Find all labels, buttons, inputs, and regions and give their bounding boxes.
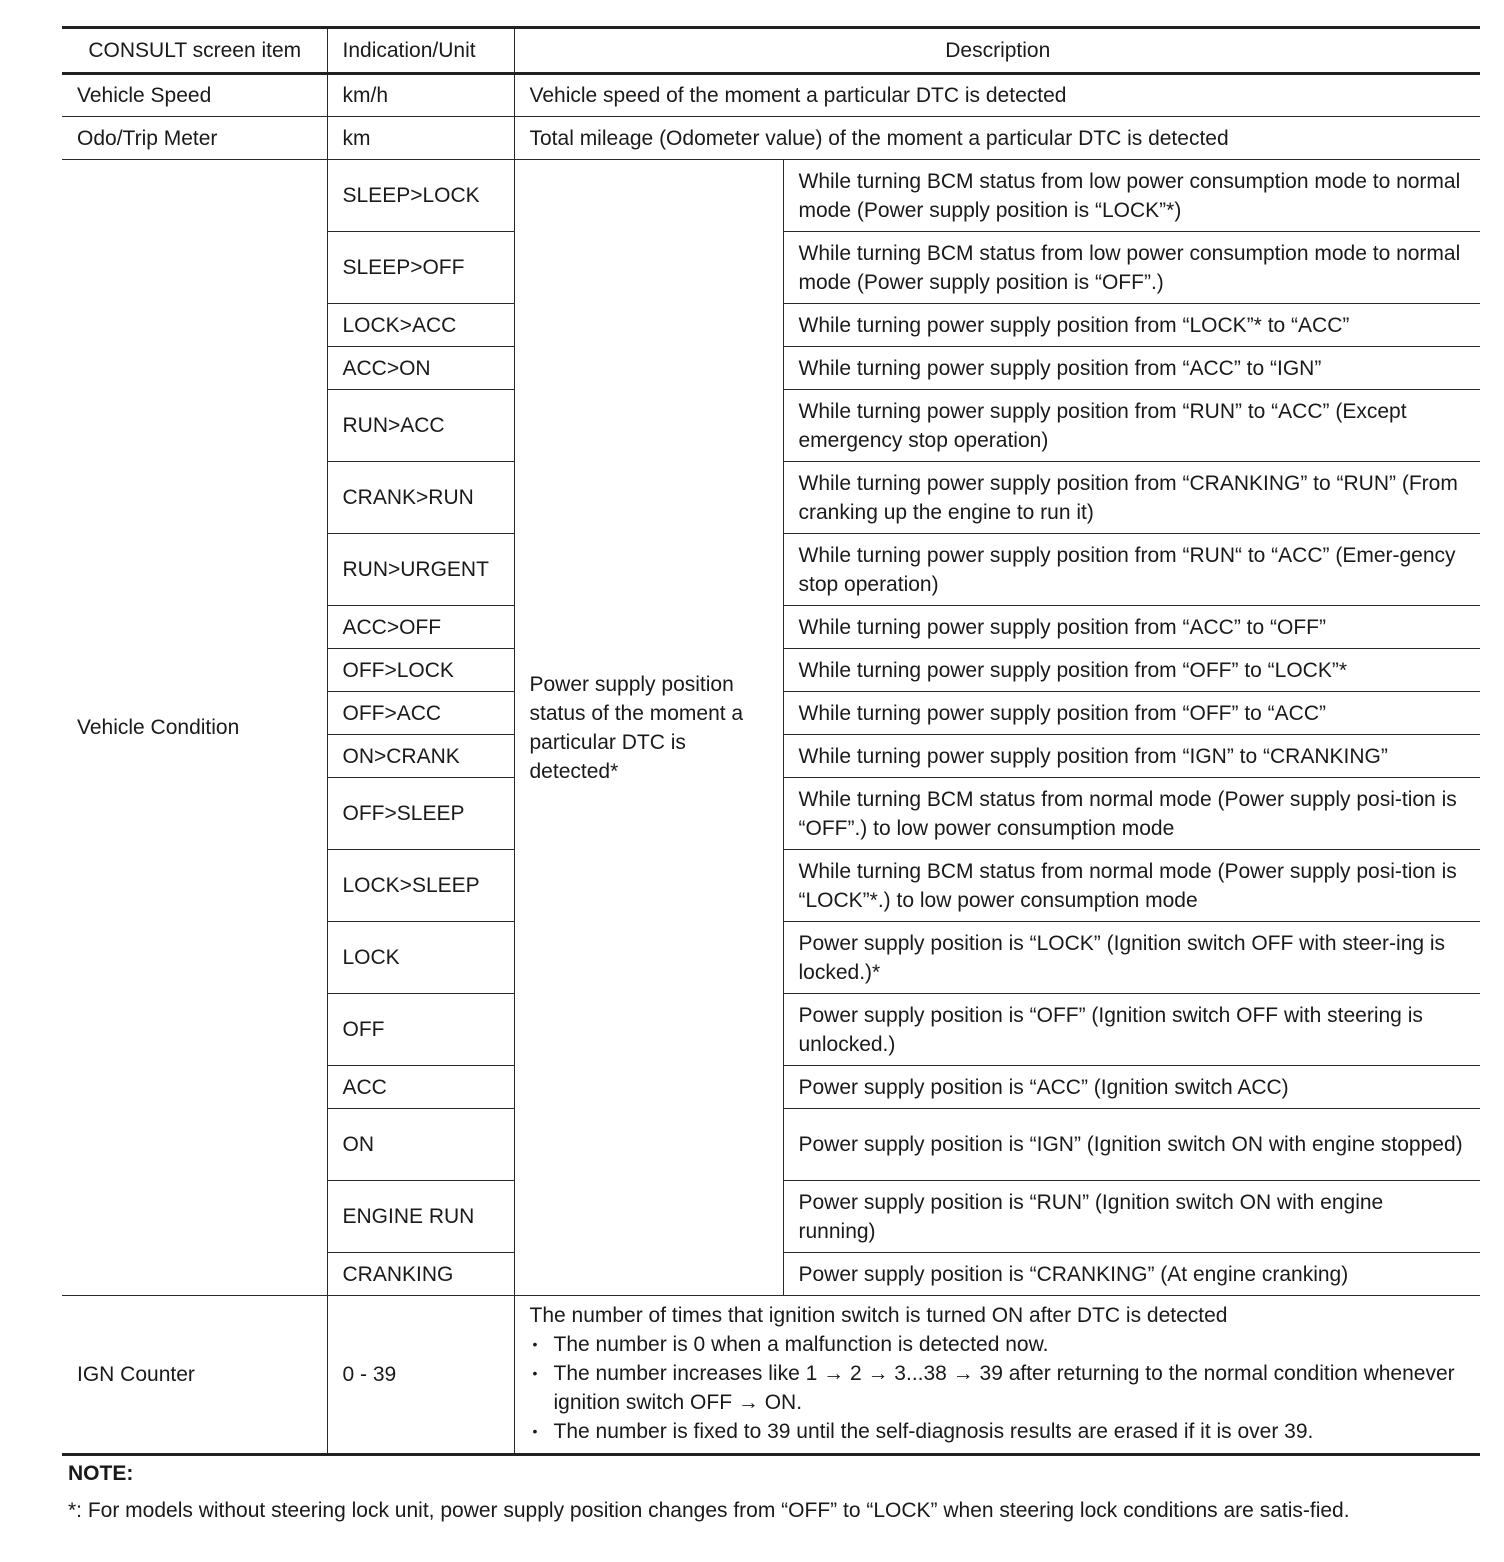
- condition-unit: OFF>SLEEP: [327, 778, 514, 850]
- list-item: • The number increases like 1 → 2 → 3...38 → 39 after returning to the normal condition whenever ignition switch OFF → ON.: [530, 1359, 1467, 1417]
- condition-description: While turning power supply position from “IGN” to “CRANKING”: [783, 735, 1480, 778]
- condition-unit: SLEEP>LOCK: [327, 160, 514, 232]
- condition-description: Power supply position is “RUN” (Ignition switch ON with engine running): [783, 1181, 1480, 1253]
- ign-counter-item: IGN Counter: [62, 1296, 327, 1455]
- condition-unit: RUN>URGENT: [327, 534, 514, 606]
- table-row: [62, 117, 1480, 160]
- list-item: • The number is fixed to 39 until the self-diagnosis results are erased if it is over 39.: [530, 1417, 1467, 1446]
- condition-unit: LOCK: [327, 922, 514, 994]
- condition-unit: LOCK>SLEEP: [327, 850, 514, 922]
- condition-unit: ON: [327, 1109, 514, 1181]
- condition-unit: SLEEP>OFF: [327, 232, 514, 304]
- condition-unit: CRANKING: [327, 1253, 514, 1296]
- vehicle-speed-unit: km/h: [327, 74, 514, 117]
- ign-counter-intro: The number of times that ignition switch is turned ON after DTC is detected: [529, 1304, 1228, 1327]
- condition-unit: LOCK>ACC: [327, 304, 514, 347]
- odo-trip-item: Odo/Trip Meter: [62, 117, 327, 160]
- condition-unit: OFF>LOCK: [327, 649, 514, 692]
- consult-data-table: [62, 26, 1480, 1456]
- condition-unit: ON>CRANK: [327, 735, 514, 778]
- condition-unit: OFF>ACC: [327, 692, 514, 735]
- condition-description: While turning BCM status from low power consumption mode to normal mode (Power supply position is “LOCK”*): [783, 160, 1480, 232]
- odo-trip-description: Total mileage (Odometer value) of the moment a particular DTC is detected: [514, 117, 1480, 160]
- header-consult-screen-item: CONSULT screen item: [62, 28, 327, 74]
- vehicle-speed-item: Vehicle Speed: [62, 74, 327, 117]
- condition-description: While turning BCM status from low power consumption mode to normal mode (Power supply position is “OFF”.): [783, 232, 1480, 304]
- vehicle-condition-item: Vehicle Condition: [62, 160, 327, 1296]
- vehicle-speed-description: Vehicle speed of the moment a particular DTC is detected: [514, 74, 1480, 117]
- table-row: [62, 74, 1480, 117]
- header-description: Description: [514, 28, 1480, 74]
- condition-unit: ENGINE RUN: [327, 1181, 514, 1253]
- table-row: [62, 1296, 1480, 1455]
- condition-description: Power supply position is “IGN” (Ignition switch ON with engine stopped): [783, 1109, 1480, 1181]
- condition-description: Power supply position is “ACC” (Ignition switch ACC): [783, 1066, 1480, 1109]
- ign-counter-unit: 0 - 39: [327, 1296, 514, 1455]
- note-text: *: For models without steering lock unit, power supply position changes from “OFF” to “LOCK” when steering lock conditions are satis-fied.: [68, 1499, 1350, 1522]
- condition-description: While turning power supply position from “LOCK”* to “ACC”: [783, 304, 1480, 347]
- condition-description: While turning BCM status from normal mode (Power supply posi-tion is “LOCK”*.) to low power consumption mode: [783, 850, 1480, 922]
- condition-unit: ACC: [327, 1066, 514, 1109]
- condition-description: Power supply position is “CRANKING” (At engine cranking): [783, 1253, 1480, 1296]
- condition-unit: CRANK>RUN: [327, 462, 514, 534]
- condition-description: Power supply position is “OFF” (Ignition switch OFF with steering is unlocked.): [783, 994, 1480, 1066]
- condition-description: While turning power supply position from “ACC” to “IGN”: [783, 347, 1480, 390]
- condition-description: While turning BCM status from normal mode (Power supply posi-tion is “OFF”.) to low power consumption mode: [783, 778, 1480, 850]
- condition-unit: ACC>OFF: [327, 606, 514, 649]
- condition-description: Power supply position is “LOCK” (Ignition switch OFF with steer-ing is locked.)*: [783, 922, 1480, 994]
- condition-description: While turning power supply position from “RUN“ to “ACC” (Emer-gency stop operation): [783, 534, 1480, 606]
- odo-trip-unit: km: [327, 117, 514, 160]
- condition-unit: RUN>ACC: [327, 390, 514, 462]
- note-title: NOTE:: [68, 1462, 134, 1485]
- ign-counter-description: [514, 1296, 1480, 1455]
- condition-unit: OFF: [327, 994, 514, 1066]
- condition-description: While turning power supply position from “RUN” to “ACC” (Except emergency stop operation): [783, 390, 1480, 462]
- condition-description: While turning power supply position from “ACC” to “OFF”: [783, 606, 1480, 649]
- condition-description: While turning power supply position from “OFF” to “LOCK”*: [783, 649, 1480, 692]
- header-indication-unit: Indication/Unit: [327, 28, 514, 74]
- condition-description: While turning power supply position from “CRANKING” to “RUN” (From cranking up the engine to run it): [783, 462, 1480, 534]
- condition-description: While turning power supply position from “OFF” to “ACC”: [783, 692, 1480, 735]
- table-header-row: [62, 28, 1480, 74]
- vehicle-condition-summary: Power supply position status of the moment a particular DTC is detected*: [514, 160, 783, 1296]
- table-row: [62, 160, 1480, 232]
- condition-unit: ACC>ON: [327, 347, 514, 390]
- ign-counter-bullet-list: [530, 1330, 1467, 1446]
- list-item: • The number is 0 when a malfunction is detected now.: [530, 1330, 1467, 1359]
